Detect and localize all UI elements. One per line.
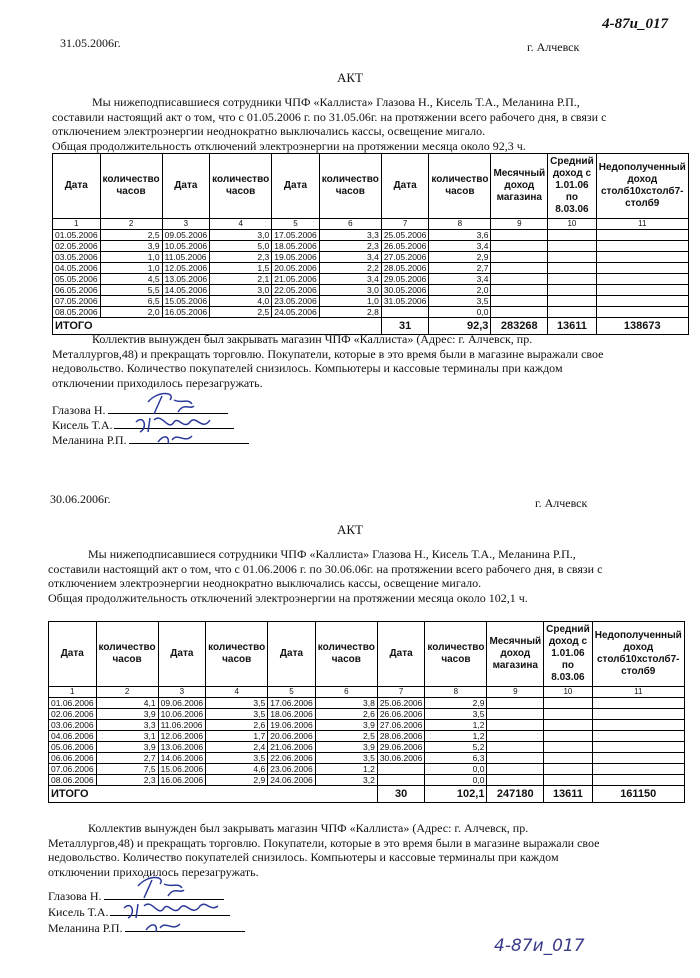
hours-cell: 3,4 [429, 241, 491, 252]
col-number: 8 [425, 687, 487, 698]
date-cell: 03.05.2006 [53, 252, 101, 263]
act1-closing-line-1: Коллектив вынужден был закрывать магазин ЧПФ «Каллиста» (Адрес: г. Алчевск, пр. [92, 332, 533, 346]
empty-cell [487, 742, 544, 753]
col-number: 4 [206, 687, 268, 698]
act2-title: АКТ [337, 522, 363, 537]
hours-cell: 5,0 [210, 241, 272, 252]
date-cell: 07.06.2006 [49, 764, 97, 775]
act2-intro-line-1: Мы нижеподписавшиеся сотрудники ЧПФ «Каллиста» Глазова Н., Кисель Т.А., Меланина Р.П., [88, 547, 576, 561]
date-cell: 23.06.2006 [268, 764, 316, 775]
act1-closing-line-3: недовольство. Количество покупателей снизилось. Компьютеры и кассовые терминалы при каждом [52, 361, 563, 375]
empty-cell [596, 252, 688, 263]
empty-cell [544, 742, 593, 753]
total-hours: 102,1 [425, 786, 487, 803]
hours-cell: 3,9 [100, 241, 162, 252]
act2-date: 30.06.2006г. [50, 492, 111, 506]
hours-cell: 2,5 [100, 230, 162, 241]
col-number: 3 [158, 687, 206, 698]
act2-header: Дата [268, 622, 316, 687]
empty-cell [596, 307, 688, 318]
date-cell [377, 764, 425, 775]
act1-intro [52, 95, 644, 153]
hours-cell: 4,0 [210, 296, 272, 307]
date-cell: 25.05.2006 [381, 230, 429, 241]
hours-cell: 3,3 [96, 720, 158, 731]
lost-income: 161150 [592, 786, 684, 803]
act1-header: Месячный доход магазина [491, 154, 548, 219]
date-cell: 01.06.2006 [49, 698, 97, 709]
hours-cell: 1,7 [206, 731, 268, 742]
table-row [49, 709, 685, 720]
date-cell: 13.05.2006 [162, 274, 210, 285]
table-row [53, 263, 689, 274]
total-days: 31 [381, 318, 429, 335]
hours-cell: 2,3 [319, 241, 381, 252]
table-row [53, 296, 689, 307]
act2-header-row [49, 622, 685, 687]
act2-closing-line-2: Металлургов,48) и прекращать торговлю. Покупатели, которые в это время были в магазине выражали свое [48, 835, 600, 850]
hours-cell: 1,2 [425, 731, 487, 742]
date-cell: 10.06.2006 [158, 709, 206, 720]
act2-signer-1: Глазова Н. [48, 889, 224, 904]
table-row [53, 285, 689, 296]
empty-cell [592, 709, 684, 720]
act1-signer-2: Кисель Т.А. [52, 418, 234, 433]
empty-cell [491, 296, 548, 307]
date-cell: 05.06.2006 [49, 742, 97, 753]
hours-cell: 3,0 [210, 285, 272, 296]
act1-city: г. Алчевск [527, 40, 580, 54]
hours-cell: 2,6 [315, 709, 377, 720]
empty-cell [491, 230, 548, 241]
empty-cell [548, 230, 597, 241]
empty-cell [548, 285, 597, 296]
table-row [49, 698, 685, 709]
empty-cell [596, 285, 688, 296]
empty-cell [487, 698, 544, 709]
hours-cell: 3,4 [429, 274, 491, 285]
date-cell: 22.05.2006 [272, 285, 320, 296]
col-number: 11 [592, 687, 684, 698]
empty-cell [544, 753, 593, 764]
act2-header: Недополученный доход столб10хстолб7-столб9 [592, 622, 684, 687]
empty-cell [544, 775, 593, 786]
monthly-income: 283268 [491, 318, 548, 335]
hours-cell: 4,1 [96, 698, 158, 709]
empty-cell [548, 307, 597, 318]
hours-cell: 2,5 [315, 731, 377, 742]
empty-cell [592, 731, 684, 742]
col-number: 2 [96, 687, 158, 698]
hours-cell: 3,0 [319, 285, 381, 296]
date-cell: 09.06.2006 [158, 698, 206, 709]
act1-col-number-row [53, 219, 689, 230]
hours-cell: 2,6 [206, 720, 268, 731]
date-cell [381, 307, 429, 318]
hours-cell: 7,5 [96, 764, 158, 775]
col-number: 10 [548, 219, 597, 230]
empty-cell [596, 241, 688, 252]
hours-cell: 2,9 [429, 252, 491, 263]
act2-intro-line-2: составили настоящий акт о том, что с 01.06.2006 г. по 30.06.06г. на протяжении всего рабочего дня, в связи с [48, 561, 603, 576]
date-cell: 12.05.2006 [162, 263, 210, 274]
hours-cell: 2,3 [210, 252, 272, 263]
empty-cell [544, 720, 593, 731]
date-cell: 29.06.2006 [377, 742, 425, 753]
date-cell: 02.06.2006 [49, 709, 97, 720]
hours-cell: 0,0 [425, 764, 487, 775]
empty-cell [491, 285, 548, 296]
act1-header: количество часов [429, 154, 491, 219]
document-code: 4-87и_017 [602, 16, 668, 32]
act1-signer-3: Меланина Р.П. [52, 433, 249, 448]
hours-cell: 2,9 [206, 775, 268, 786]
act2-intro [48, 547, 644, 605]
date-cell: 28.05.2006 [381, 263, 429, 274]
hours-cell: 0,0 [425, 775, 487, 786]
act2-signer-2: Кисель Т.А. [48, 905, 230, 920]
act2-header: Месячный доход магазина [487, 622, 544, 687]
hours-cell: 3,5 [206, 698, 268, 709]
act1-closing-line-2: Металлургов,48) и прекращать торговлю. Покупатели, которые в это время были в магазине выражали свое [52, 346, 604, 361]
date-cell: 07.05.2006 [53, 296, 101, 307]
act2-table-body [49, 698, 685, 786]
empty-cell [592, 720, 684, 731]
monthly-income: 247180 [487, 786, 544, 803]
empty-cell [491, 263, 548, 274]
act1-signer-1: Глазова Н. [52, 403, 228, 418]
total-days: 30 [377, 786, 425, 803]
table-row [49, 720, 685, 731]
act2-closing [48, 821, 644, 879]
act1-header: Средний доход с 1.01.06 по 8.03.06 [548, 154, 597, 219]
date-cell: 16.06.2006 [158, 775, 206, 786]
hours-cell: 2,0 [429, 285, 491, 296]
empty-cell [544, 764, 593, 775]
act1-header: количество часов [100, 154, 162, 219]
act1-intro-line-2: составили настоящий акт о том, что с 01.05.2006 г. по 31.05.06г. на протяжении всего рабочего дня, в связи с [52, 109, 607, 124]
act1-header-row [53, 154, 689, 219]
hours-cell: 3,9 [96, 709, 158, 720]
empty-cell [544, 731, 593, 742]
date-cell: 02.05.2006 [53, 241, 101, 252]
table-row [49, 742, 685, 753]
empty-cell [487, 753, 544, 764]
hours-cell: 3,3 [319, 230, 381, 241]
empty-cell [491, 307, 548, 318]
date-cell: 06.05.2006 [53, 285, 101, 296]
act1-closing [52, 332, 644, 390]
date-cell: 12.06.2006 [158, 731, 206, 742]
hours-cell: 2,4 [206, 742, 268, 753]
hours-cell: 2,0 [100, 307, 162, 318]
col-number: 4 [210, 219, 272, 230]
date-cell: 16.05.2006 [162, 307, 210, 318]
act1-table [52, 153, 689, 335]
hours-cell: 1,0 [100, 263, 162, 274]
col-number: 3 [162, 219, 210, 230]
hours-cell: 3,5 [206, 709, 268, 720]
empty-cell [544, 698, 593, 709]
date-cell: 19.05.2006 [272, 252, 320, 263]
hours-cell: 2,8 [319, 307, 381, 318]
average-income: 13611 [548, 318, 597, 335]
date-cell: 24.06.2006 [268, 775, 316, 786]
act1-header: Дата [53, 154, 101, 219]
date-cell: 23.05.2006 [272, 296, 320, 307]
hours-cell: 3,9 [96, 742, 158, 753]
act1-header: количество часов [319, 154, 381, 219]
date-cell: 17.06.2006 [268, 698, 316, 709]
hours-cell: 3,0 [210, 230, 272, 241]
table-row [49, 775, 685, 786]
col-number: 7 [377, 687, 425, 698]
date-cell: 09.05.2006 [162, 230, 210, 241]
date-cell: 13.06.2006 [158, 742, 206, 753]
act2-header: количество часов [315, 622, 377, 687]
table-row [53, 230, 689, 241]
empty-cell [487, 775, 544, 786]
empty-cell [548, 241, 597, 252]
empty-cell [596, 263, 688, 274]
empty-cell [548, 296, 597, 307]
col-number: 1 [53, 219, 101, 230]
col-number: 7 [381, 219, 429, 230]
act2-intro-line-3: отключением электроэнергии неоднократно выключались кассы, освещение мигало. [48, 576, 482, 590]
col-number: 8 [429, 219, 491, 230]
hours-cell: 3,5 [315, 753, 377, 764]
empty-cell [491, 241, 548, 252]
average-income: 13611 [544, 786, 593, 803]
act1-signatures [118, 388, 228, 448]
act2-closing-line-1: Коллектив вынужден был закрывать магазин ЧПФ «Каллиста» (Адрес: г. Алчевск, пр. [88, 821, 529, 835]
act1-header: количество часов [210, 154, 272, 219]
empty-cell [487, 764, 544, 775]
hours-cell: 5,5 [100, 285, 162, 296]
date-cell: 11.05.2006 [162, 252, 210, 263]
hours-cell: 2,2 [319, 263, 381, 274]
table-row [53, 274, 689, 285]
date-cell: 21.06.2006 [268, 742, 316, 753]
col-number: 9 [491, 219, 548, 230]
hours-cell: 1,0 [319, 296, 381, 307]
date-cell: 15.05.2006 [162, 296, 210, 307]
empty-cell [487, 720, 544, 731]
date-cell: 27.05.2006 [381, 252, 429, 263]
date-cell: 25.06.2006 [377, 698, 425, 709]
empty-cell [491, 274, 548, 285]
empty-cell [596, 230, 688, 241]
col-number: 9 [487, 687, 544, 698]
act1-intro-line-1: Мы нижеподписавшиеся сотрудники ЧПФ «Каллиста» Глазова Н., Кисель Т.А., Меланина Р.П., [92, 95, 580, 109]
empty-cell [596, 274, 688, 285]
act1-table-body [53, 230, 689, 318]
date-cell: 17.05.2006 [272, 230, 320, 241]
empty-cell [592, 764, 684, 775]
empty-cell [548, 263, 597, 274]
date-cell: 08.06.2006 [49, 775, 97, 786]
table-row [53, 252, 689, 263]
act2-closing-line-4: отключении приходилось перезагружать. [48, 864, 259, 879]
col-number: 10 [544, 687, 593, 698]
empty-cell [548, 274, 597, 285]
hours-cell: 1,5 [210, 263, 272, 274]
date-cell: 14.06.2006 [158, 753, 206, 764]
act1-header: Дата [381, 154, 429, 219]
act2-signatures [110, 872, 230, 938]
hours-cell: 1,2 [425, 720, 487, 731]
empty-cell [592, 742, 684, 753]
hours-cell: 6,3 [425, 753, 487, 764]
empty-cell [487, 731, 544, 742]
hours-cell: 3,5 [425, 709, 487, 720]
table-row [49, 753, 685, 764]
col-number: 6 [315, 687, 377, 698]
hours-cell: 3,9 [315, 720, 377, 731]
empty-cell [544, 709, 593, 720]
date-cell: 18.05.2006 [272, 241, 320, 252]
col-number: 5 [268, 687, 316, 698]
total-label: ИТОГО [49, 786, 378, 803]
hours-cell: 3,4 [319, 252, 381, 263]
date-cell [377, 775, 425, 786]
act2-header: количество часов [96, 622, 158, 687]
date-cell: 01.05.2006 [53, 230, 101, 241]
col-number: 1 [49, 687, 97, 698]
total-label: ИТОГО [53, 318, 382, 335]
act2-header: количество часов [425, 622, 487, 687]
date-cell: 28.06.2006 [377, 731, 425, 742]
act1-header: Дата [162, 154, 210, 219]
act2-header: Дата [49, 622, 97, 687]
hours-cell: 2,7 [429, 263, 491, 274]
hours-cell: 3,6 [429, 230, 491, 241]
hours-cell: 2,7 [96, 753, 158, 764]
date-cell: 08.05.2006 [53, 307, 101, 318]
hours-cell: 3,1 [96, 731, 158, 742]
hours-cell: 4,6 [206, 764, 268, 775]
act2-intro-line-4: Общая продолжительность отключений электроэнергии на протяжении месяца около 102,1 ч. [48, 590, 528, 605]
date-cell: 10.05.2006 [162, 241, 210, 252]
date-cell: 26.05.2006 [381, 241, 429, 252]
date-cell: 22.06.2006 [268, 753, 316, 764]
date-cell: 11.06.2006 [158, 720, 206, 731]
hours-cell: 5,2 [425, 742, 487, 753]
hours-cell: 3,4 [319, 274, 381, 285]
hours-cell: 2,5 [210, 307, 272, 318]
col-number: 11 [596, 219, 688, 230]
hours-cell: 2,1 [210, 274, 272, 285]
handwritten-code: 4-87и_017 [494, 936, 585, 956]
col-number: 5 [272, 219, 320, 230]
hours-cell: 3,5 [429, 296, 491, 307]
hours-cell: 6,5 [100, 296, 162, 307]
date-cell: 31.05.2006 [381, 296, 429, 307]
date-cell: 30.06.2006 [377, 753, 425, 764]
act2-header: количество часов [206, 622, 268, 687]
table-row [53, 241, 689, 252]
empty-cell [548, 252, 597, 263]
act1-intro-line-3: отключением электроэнергии неоднократно выключались кассы, освещение мигало. [52, 124, 486, 138]
act2-table [48, 621, 685, 803]
act1-date: 31.05.2006г. [60, 36, 121, 50]
act2-closing-line-3: недовольство. Количество покупателей снизилось. Компьютеры и кассовые терминалы при каждом [48, 850, 559, 864]
act1-title: АКТ [337, 70, 363, 85]
hours-cell: 4,5 [100, 274, 162, 285]
empty-cell [596, 296, 688, 307]
empty-cell [592, 698, 684, 709]
date-cell: 05.05.2006 [53, 274, 101, 285]
date-cell: 29.05.2006 [381, 274, 429, 285]
date-cell: 26.06.2006 [377, 709, 425, 720]
date-cell: 24.05.2006 [272, 307, 320, 318]
act1-closing-line-4: отключении приходилось перезагружать. [52, 375, 263, 390]
hours-cell: 0,0 [429, 307, 491, 318]
date-cell: 20.06.2006 [268, 731, 316, 742]
col-number: 6 [319, 219, 381, 230]
date-cell: 04.05.2006 [53, 263, 101, 274]
hours-cell: 3,9 [315, 742, 377, 753]
act1-header: Недополученный доход столб10хстолб7-столб9 [596, 154, 688, 219]
date-cell: 21.05.2006 [272, 274, 320, 285]
date-cell: 04.06.2006 [49, 731, 97, 742]
empty-cell [487, 709, 544, 720]
empty-cell [592, 775, 684, 786]
date-cell: 18.06.2006 [268, 709, 316, 720]
date-cell: 30.05.2006 [381, 285, 429, 296]
hours-cell: 3,8 [315, 698, 377, 709]
act2-header: Средний доход с 1.01.06 по 8.03.06 [544, 622, 593, 687]
date-cell: 15.06.2006 [158, 764, 206, 775]
hours-cell: 3,5 [206, 753, 268, 764]
hours-cell: 1,2 [315, 764, 377, 775]
lost-income: 138673 [596, 318, 688, 335]
act2-total-row [49, 786, 685, 803]
hours-cell: 2,9 [425, 698, 487, 709]
date-cell: 14.05.2006 [162, 285, 210, 296]
date-cell: 06.06.2006 [49, 753, 97, 764]
table-row [49, 764, 685, 775]
act1-header: Дата [272, 154, 320, 219]
date-cell: 27.06.2006 [377, 720, 425, 731]
col-number: 2 [100, 219, 162, 230]
table-row [53, 307, 689, 318]
hours-cell: 3,2 [315, 775, 377, 786]
hours-cell: 1,0 [100, 252, 162, 263]
act1-intro-line-4: Общая продолжительность отключений электроэнергии на протяжении месяца около 92,3 ч. [52, 138, 526, 153]
act2-col-number-row [49, 687, 685, 698]
act2-signer-3: Меланина Р.П. [48, 921, 245, 936]
empty-cell [491, 252, 548, 263]
act2-city: г. Алчевск [535, 496, 588, 510]
date-cell: 19.06.2006 [268, 720, 316, 731]
act2-header: Дата [377, 622, 425, 687]
empty-cell [592, 753, 684, 764]
act2-header: Дата [158, 622, 206, 687]
total-hours: 92,3 [429, 318, 491, 335]
date-cell: 03.06.2006 [49, 720, 97, 731]
table-row [49, 731, 685, 742]
date-cell: 20.05.2006 [272, 263, 320, 274]
hours-cell: 2,3 [96, 775, 158, 786]
